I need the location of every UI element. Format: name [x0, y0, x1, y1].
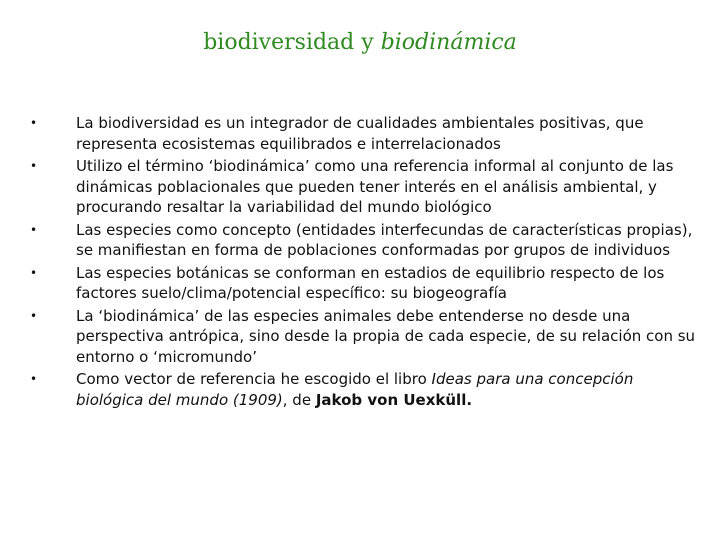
bullet-dot-icon: • — [30, 159, 38, 173]
bullet-dot-icon: • — [30, 116, 38, 130]
bullet-item — [30, 113, 700, 154]
bullet-list — [30, 113, 700, 412]
title-italic: biodinámica — [380, 30, 517, 55]
bullet-text-prefix: Como vector de referencia he escogido el libro — [76, 370, 427, 388]
book-title: Ideas para una concepción biológica del mundo (1909) — [76, 370, 634, 409]
bullet-dot-icon: • — [30, 372, 38, 386]
author-name: Jakob von Uexküll — [315, 390, 467, 409]
bullet-item — [30, 263, 700, 304]
bullet-item — [30, 306, 700, 368]
bullet-item — [30, 369, 700, 410]
bullet-text: Las especies botánicas se conforman en estadios de equilibrio respecto de los factores suelo/clima/potencial específico: su biogeografía — [76, 263, 665, 302]
bullet-text-connector: , de — [282, 390, 312, 409]
title-plain: biodiversidad y — [203, 30, 374, 55]
bullet-text: La ‘biodinámica’ de las especies animales debe entenderse no desde una perspectiva antrópica, sino desde la propia de cada especie, de su relación con su entorno o ‘micromundo’ — [76, 306, 696, 366]
bullet-dot-icon: • — [30, 308, 38, 323]
bullet-item — [30, 156, 700, 218]
slide-title — [0, 30, 720, 55]
bullet-text: Las especies como concepto (entidades interfecundas de características propias), se manifiestan en forma de poblaciones conformadas por grupos de individuos — [76, 220, 693, 259]
bullet-text: Utilizo el término ‘biodinámica’ como una referencia informal al conjunto de las dinámicas poblacionales que pueden tener interés en el análisis ambiental, y procurando resaltar la variabilidad del mundo biológico — [76, 157, 674, 216]
bullet-dot-icon: • — [30, 265, 38, 280]
bullet-text-suffix: . — [466, 390, 473, 409]
bullet-item — [30, 220, 700, 261]
bullet-dot-icon: • — [30, 222, 38, 237]
bullet-text: La biodiversidad es un integrador de cualidades ambientales positivas, que representa ecosistemas equilibrados e interrelacionados — [76, 114, 644, 153]
